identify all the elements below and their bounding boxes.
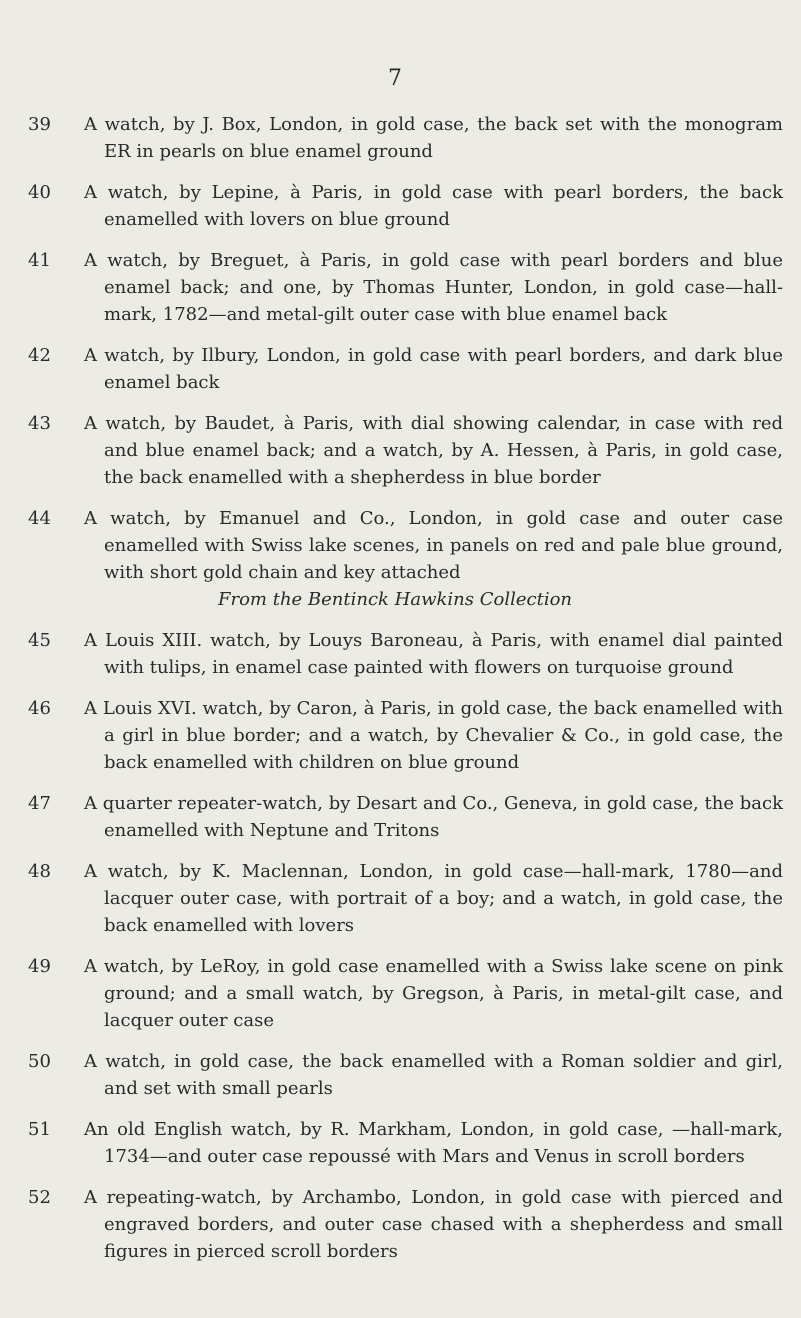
- lot-description: A quarter repeater-watch, by Desart and Co., Geneva, in gold case, the back enamelled with Neptune and Tritons: [84, 793, 783, 841]
- lot-number: 49: [28, 956, 51, 977]
- lot-description: An old English watch, by R. Markham, London, in gold case, —hall-mark, 1734—and outer case repoussé with Mars and Venus in scroll borders: [84, 1119, 783, 1167]
- lot-number: 47: [28, 793, 51, 814]
- lot-description: A watch, by K. Maclennan, London, in gold case—hall-mark, 1780—and lacquer outer case, with portrait of a boy; and a watch, in gold case, the back enamelled with lovers: [84, 861, 783, 936]
- lot-description: A watch, by J. Box, London, in gold case, the back set with the monogram ER in pearls on blue enamel ground: [84, 114, 783, 162]
- lot-description-text: A watch, by Emanuel and Co., London, in gold case and outer case enamelled with Swiss lake scenes, in panels on red and pale blue ground, with short gold chain and key attached: [84, 508, 783, 583]
- lot-number: 45: [28, 630, 51, 651]
- lot-number: 52: [28, 1187, 51, 1208]
- lot-number: 40: [28, 182, 51, 203]
- lot-description: A Louis XVI. watch, by Caron, à Paris, in gold case, the back enamelled with a girl in blue border; and a watch, by Chevalier & Co., in gold case, the back enamelled with children on blue ground: [84, 698, 783, 773]
- lot-description: A watch, by Lepine, à Paris, in gold case with pearl borders, the back enamelled with lovers on blue ground: [84, 182, 783, 230]
- lot-description: A watch, by LeRoy, in gold case enamelled with a Swiss lake scene on pink ground; and a small watch, by Gregson, à Paris, in metal-gilt case, and lacquer outer case: [84, 956, 783, 1031]
- lot-number: 51: [28, 1119, 51, 1140]
- lot-description: A watch, by Ilbury, London, in gold case with pearl borders, and dark blue enamel back: [84, 345, 783, 393]
- lot-description: A Louis XIII. watch, by Louys Baroneau, à Paris, with enamel dial painted with tulips, in enamel case painted with flowers on turquoise ground: [84, 630, 783, 678]
- lot-description: [84, 505, 783, 613]
- lot-number: 42: [28, 345, 51, 366]
- lot-description: A watch, by Breguet, à Paris, in gold case with pearl borders and blue enamel back; and one, by Thomas Hunter, London, in gold case—hall-mark, 1782—and metal-gilt outer case with blue enamel back: [84, 250, 783, 325]
- lot-number: 43: [28, 413, 51, 434]
- lot-description: A watch, by Baudet, à Paris, with dial showing calendar, in case with red and blue enamel back; and a watch, by A. Hessen, à Paris, in gold case, the back enamelled with a shepherdess in blue border: [84, 413, 783, 488]
- lot-number: 50: [28, 1051, 51, 1072]
- lot-description: A repeating-watch, by Archambo, London, in gold case with pierced and engraved borders, and outer case chased with a shepherdess and small figures in pierced scroll borders: [84, 1187, 783, 1262]
- page-number: 7: [388, 66, 402, 91]
- lot-number: 41: [28, 250, 51, 271]
- provenance-note: From the Bentinck Hawkins Collection: [218, 589, 573, 610]
- lot-number: 48: [28, 861, 51, 882]
- lot-number: 46: [28, 698, 51, 719]
- lot-number: 39: [28, 114, 51, 135]
- lot-description: A watch, in gold case, the back enamelled with a Roman soldier and girl, and set with small pearls: [84, 1051, 783, 1099]
- lot-number: 44: [28, 508, 51, 529]
